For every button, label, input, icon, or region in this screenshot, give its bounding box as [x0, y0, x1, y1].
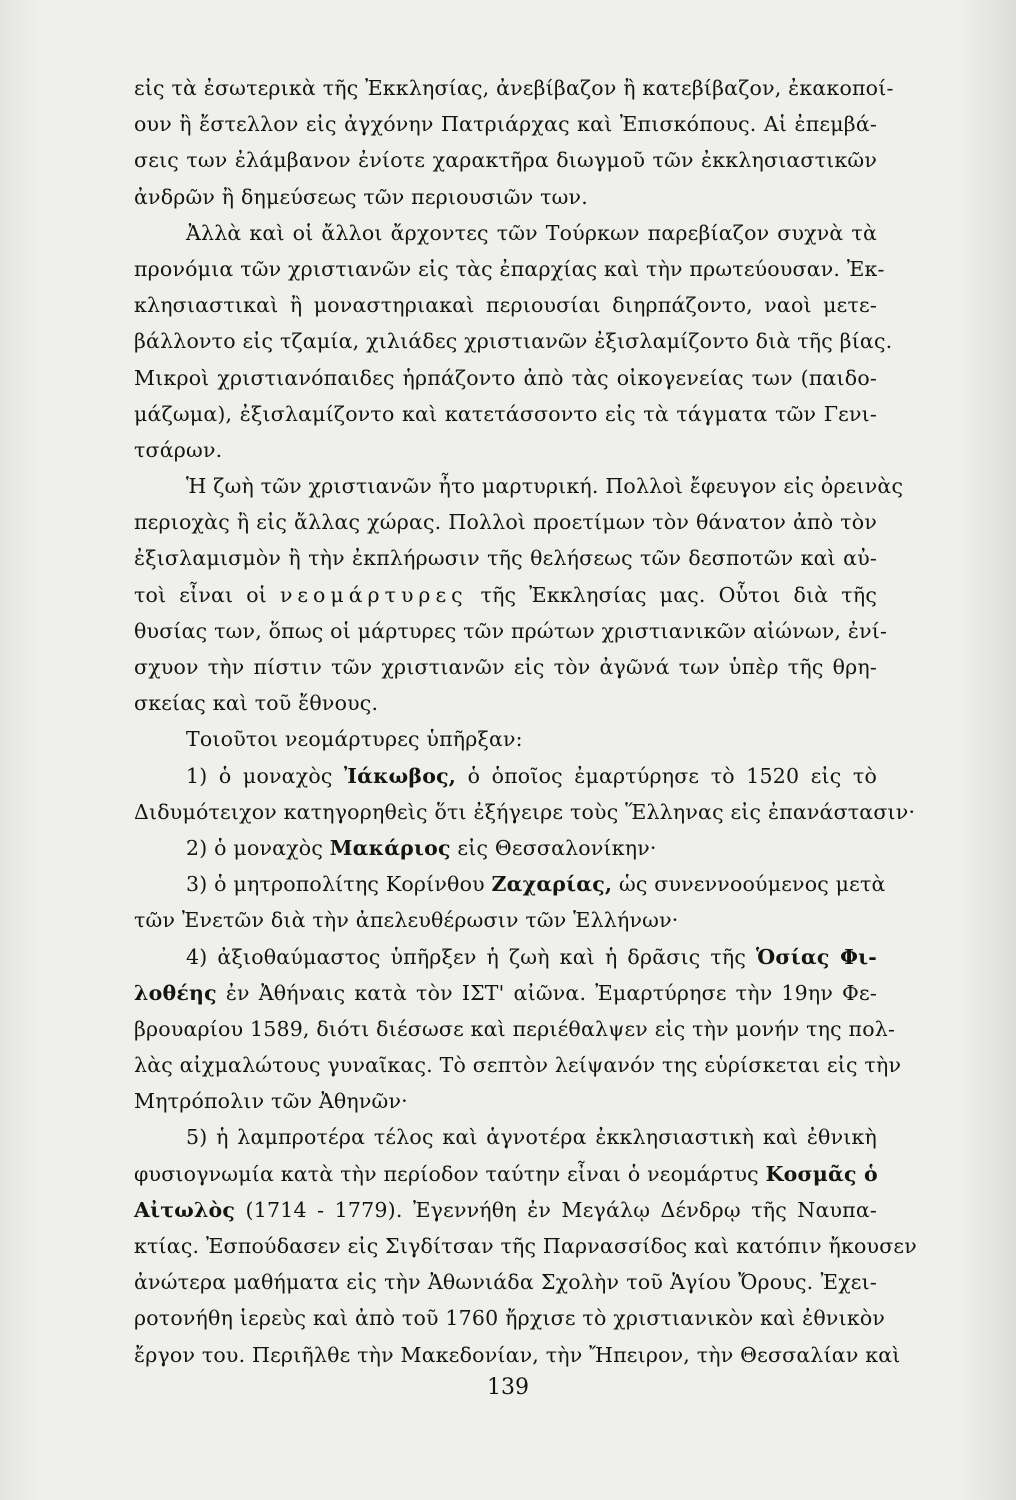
emphasized-term: νεομάρτυρες: [279, 582, 468, 607]
text-segment: ὡς συνεννοούμενος μετὰ: [618, 872, 886, 897]
bold-name: Κοσμᾶς ὁ: [765, 1161, 878, 1186]
text-line: Μητρόπολιν τῶν Ἀθηνῶν·: [134, 1089, 408, 1114]
text-line: [134, 866, 886, 902]
text-line: Τοιοῦτοι νεομάρτυρες ὑπῆρξαν:: [186, 727, 523, 752]
text-segment: τῆς Ἐκκλησίας μας. Οὗτοι διὰ τῆς: [480, 582, 878, 607]
bold-name: λοθέης: [134, 980, 217, 1005]
text-line: ἀνδρῶν ἢ δημεύσεως τῶν περιουσιῶν των.: [134, 184, 588, 209]
text-line: ουν ἢ ἔστελλον εἰς ἀγχόνην Πατριάρχας καὶ Ἐπισκόπους. Αἱ ἐπεμβά-: [134, 112, 877, 137]
bold-name: Αἰτωλὸς: [134, 1197, 236, 1222]
text-line: τῶν Ἐνετῶν διὰ τὴν ἀπελευθέρωσιν τῶν Ἑλλήνων·: [134, 908, 679, 933]
bold-name: Ζαχαρίας,: [491, 872, 613, 897]
bold-name: Ἰάκωβος,: [344, 763, 457, 788]
text-line: ἀνώτερα μαθήματα εἰς τὴν Ἀθωνιάδα Σχολὴν τοῦ Ἁγίου Ὄρους. Ἐχει-: [134, 1270, 877, 1295]
text-line: λὰς αἰχμαλώτους γυναῖκας. Τὸ σεπτὸν λείψανόν της εὑρίσκεται εἰς τὴν: [134, 1053, 902, 1078]
text-segment: 3) ὁ μητροπολίτης Κορίνθου: [186, 872, 485, 897]
text-line: [134, 830, 877, 866]
text-line: θυσίας των, ὅπως οἱ μάρτυρες τῶν πρώτων χριστιανικῶν αἰώνων, ἐνί-: [134, 618, 888, 643]
text-line: [134, 1192, 877, 1228]
text-segment: εἰς Θεσσαλονίκην·: [457, 835, 657, 860]
text-segment: φυσιογνωμία κατὰ τὴν περίοδον ταύτην εἶναι ὁ νεομάρτυς: [134, 1161, 759, 1186]
text-segment: 4) ἀξιοθαύμαστος ὑπῆρξεν ἡ ζωὴ καὶ ἡ δρᾶσις τῆς: [186, 944, 747, 969]
text-line: σεις των ἐλάμβανον ἐνίοτε χαρακτῆρα διωγμοῦ τῶν ἐκκλησιαστικῶν: [134, 148, 877, 173]
text-segment: ἐν Ἀθήναις κατὰ τὸν ΙΣΤ' αἰῶνα. Ἐμαρτύρησε τὴν 19ην Φε-: [225, 980, 877, 1005]
text-segment: (1714 - 1779). Ἐγεννήθη ἐν Μεγάλῳ Δένδρῳ τῆς Ναυπα-: [245, 1197, 877, 1222]
bold-name: Μακάριος: [329, 835, 451, 860]
text-segment: 1) ὁ μοναχὸς: [186, 763, 333, 788]
text-line: σχυον τὴν πίστιν τῶν χριστιανῶν εἰς τὸν ἀγῶνά των ὑπὲρ τῆς θρη-: [134, 655, 877, 679]
text-line: [134, 1156, 877, 1192]
text-line: [134, 939, 877, 975]
text-line: Ἡ ζωὴ τῶν χριστιανῶν ἦτο μαρτυρική. Πολλοὶ ἔφευγον εἰς ὀρεινὰς: [186, 474, 904, 499]
page-number: 139: [487, 1375, 529, 1400]
text-line: περιοχὰς ἢ εἰς ἄλλας χώρας. Πολλοὶ προετίμων τὸν θάνατον ἀπὸ τὸν: [134, 510, 877, 535]
text-line: βάλλοντο εἰς τζαμία, χιλιάδες χριστιανῶν ἐξισλαμίζοντο διὰ τῆς βίας.: [134, 329, 893, 354]
text-line: τσάρων.: [134, 437, 223, 462]
bold-name: Ὁσίας Φι-: [756, 944, 877, 969]
text-line: Διδυμότειχον κατηγορηθεὶς ὅτι ἐξήγειρε τοὺς Ἕλληνας εἰς ἐπανάστασιν·: [134, 799, 916, 824]
text-segment: 2) ὁ μοναχὸς: [186, 835, 324, 860]
text-line: κτίας. Ἐσπούδασεν εἰς Σιγδίτσαν τῆς Παρνασσίδος καὶ κατόπιν ἤκουσεν: [134, 1234, 917, 1258]
text-segment: ὁ ὁποῖος ἐμαρτύρησε τὸ 1520 εἰς τὸ: [467, 763, 878, 788]
text-line: [134, 758, 877, 794]
text-line: μάζωμα), ἐξισλαμίζοντο καὶ κατετάσσοντο εἰς τὰ τάγματα τῶν Γενι-: [134, 401, 877, 426]
text-line: προνόμια τῶν χριστιανῶν εἰς τὰς ἐπαρχίας καὶ τὴν πρωτεύουσαν. Ἐκ-: [134, 256, 885, 281]
text-line: Ἀλλὰ καὶ οἱ ἄλλοι ἄρχοντες τῶν Τούρκων παρεβίαζον συχνὰ τὰ: [186, 220, 877, 245]
body-text: [134, 70, 917, 1373]
text-line: [134, 577, 877, 613]
text-segment: τοὶ εἶναι οἱ: [134, 582, 268, 607]
text-line: Μικροὶ χριστιανόπαιδες ἡρπάζοντο ἀπὸ τὰς οἰκογενείας των (παιδο-: [134, 365, 877, 390]
text-line: σκείας καὶ τοῦ ἔθνους.: [134, 691, 379, 716]
text-line: [134, 975, 877, 1011]
text-line: ροτονήθη ἱερεὺς καὶ ἀπὸ τοῦ 1760 ἤρχισε τὸ χριστιανικὸν καὶ ἐθνικὸν: [134, 1306, 886, 1331]
text-line: κλησιαστικαὶ ἢ μοναστηριακαὶ περιουσίαι διηρπάζοντο, ναοὶ μετε-: [134, 293, 877, 318]
text-line: 5) ἡ λαμπροτέρα τέλος καὶ ἁγνοτέρα ἐκκλησιαστικὴ καὶ ἐθνικὴ: [186, 1125, 877, 1150]
text-line: ἐξισλαμισμὸν ἢ τὴν ἐκπλήρωσιν τῆς θελήσεως τῶν δεσποτῶν καὶ αὐ-: [134, 546, 877, 571]
text-line: ἔργον του. Περιῆλθε τὴν Μακεδονίαν, τὴν Ἤπειρον, τὴν Θεσσαλίαν καὶ: [134, 1342, 901, 1367]
text-line: εἰς τὰ ἐσωτερικὰ τῆς Ἐκκλησίας, ἀνεβίβαζον ἢ κατεβίβαζον, ἐκακοποί-: [134, 76, 894, 100]
text-line: βρουαρίου 1589, διότι διέσωσε καὶ περιέθαλψεν εἰς τὴν μονήν της πολ-: [134, 1016, 896, 1041]
